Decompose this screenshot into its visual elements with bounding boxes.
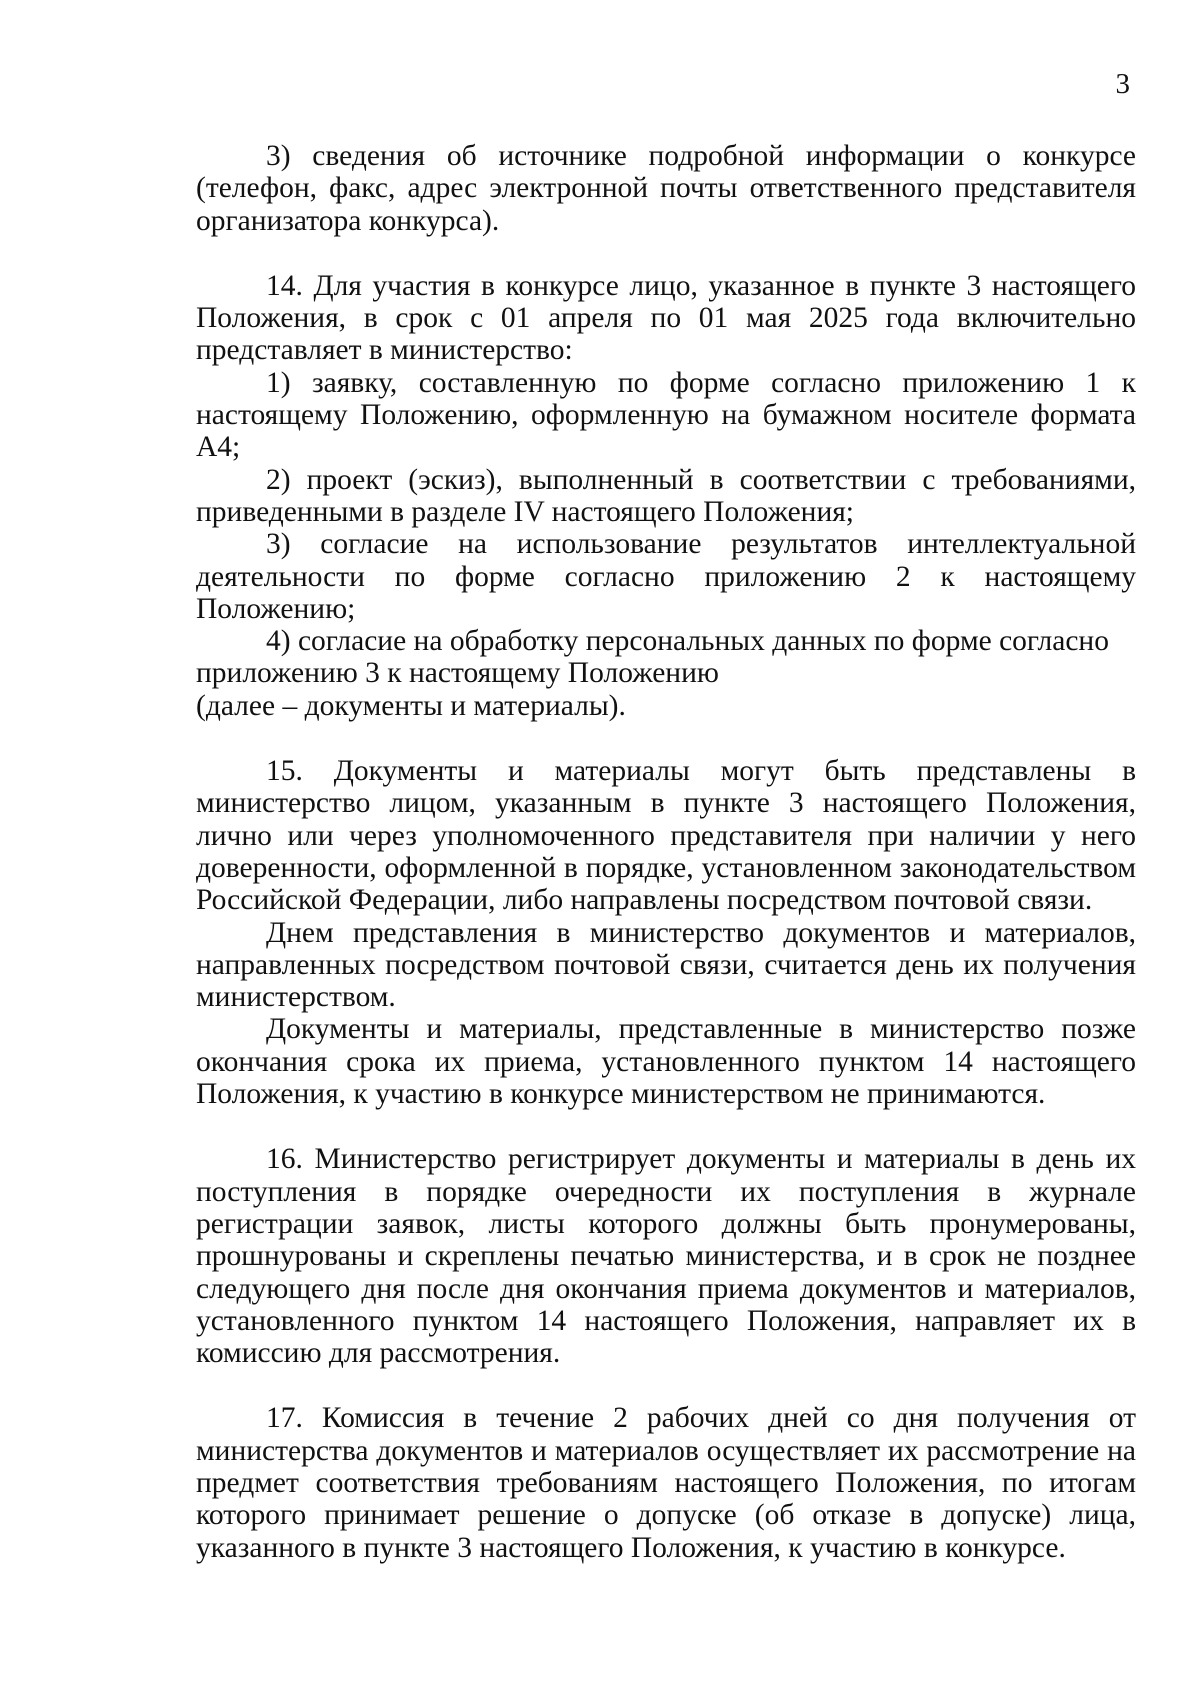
list-item: 3) согласие на использование результатов интеллектуальной деятельности по форме согласно приложению 2 к настоящему Положению; (196, 528, 1136, 625)
list-item: 1) заявку, составленную по форме согласно приложению 1 к настоящему Положению, оформленную на бумажном носителе формата А4; (196, 366, 1136, 464)
section-gap (196, 722, 1136, 755)
paragraph: 14. Для участия в конкурсе лицо, указанное в пункте 3 настоящего Положения, в срок с 01 апреля по 01 мая 2025 года включительно представляет в министерство: (196, 269, 1136, 367)
list-item: 2) проект (эскиз), выполненный в соответствии с требованиями, приведенными в разделе IV настоящего Положения; (196, 463, 1136, 528)
paragraph: 15. Документы и материалы могут быть представлены в министерство лицом, указанным в пункте 3 настоящего Положения, лично или через уполномоченного представителя при наличии у него доверенности, оформленной в порядке, установленном законодательством Российской Федерации, либо направлены посредством почтовой связи. (196, 755, 1136, 917)
section-16 (196, 1143, 1136, 1369)
section-gap (196, 237, 1136, 270)
section-15 (196, 755, 1136, 1110)
section-gap (196, 1110, 1136, 1143)
paragraph: (далее – документы и материалы). (196, 689, 626, 722)
paragraph: Документы и материалы, представленные в министерство позже окончания срока их приема, установленного пунктом 14 настоящего Положения, к участию в конкурсе министерством не принимаются. (196, 1013, 1136, 1111)
paragraph: 16. Министерство регистрирует документы и материалы в день их поступления в порядке очередности их поступления в журнале регистрации заявок, листы которого должны быть пронумерованы, прошнурованы и скреплены печатью министерства, и в срок не позднее следующего дня после дня окончания приема документов и материалов, установленного пунктом 14 настоящего Положения, направляет их в комиссию для рассмотрения. (196, 1143, 1136, 1370)
document-body (196, 140, 1136, 1564)
section-item-3-contacts (196, 140, 1136, 237)
section-17 (196, 1402, 1136, 1563)
list-item: 4) согласие на обработку персональных данных по форме согласно приложению 3 к настоящему Положению (196, 625, 1109, 690)
section-gap (196, 1369, 1136, 1402)
paragraph: Днем представления в министерство документов и материалов, направленных посредством почтовой связи, считается день их получения министерством. (196, 916, 1136, 1014)
paragraph: 17. Комиссия в течение 2 рабочих дней со дня получения от министерства документов и материалов осуществляет их рассмотрение на предмет соответствия требованиям настоящего Положения, по итогам которого принимает решение о допуске (об отказе в допуске) лица, указанного в пункте 3 настоящего Положения, к участию в конкурсе. (196, 1402, 1136, 1564)
section-14 (196, 270, 1136, 722)
page-number: 3 (1115, 68, 1130, 100)
paragraph: 3) сведения об источнике подробной информации о конкурсе (телефон, факс, адрес электронной почты ответственного представителя организатора конкурса). (196, 140, 1136, 237)
